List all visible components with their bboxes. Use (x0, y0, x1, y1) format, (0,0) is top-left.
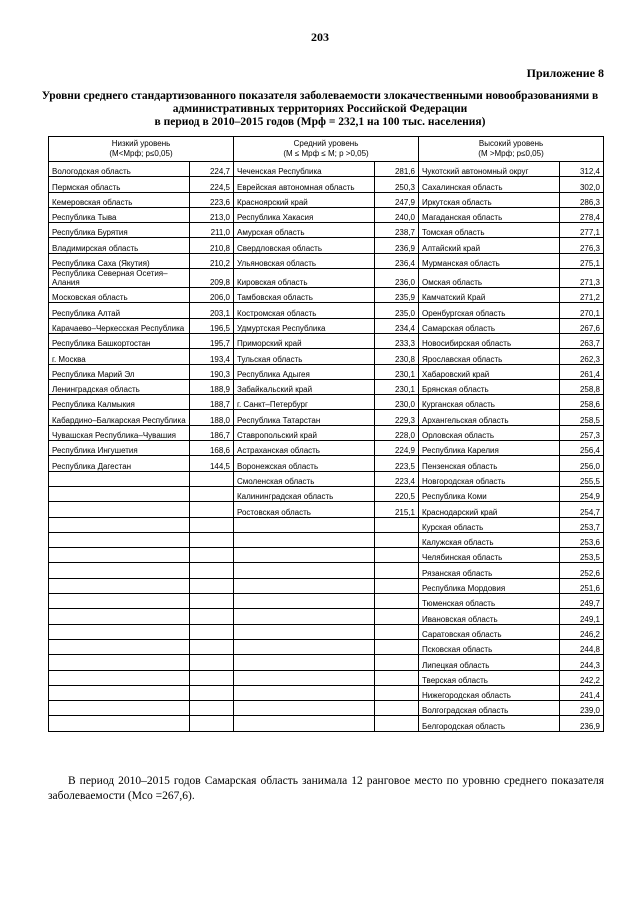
region-value-mid (375, 685, 419, 700)
region-value-mid: 250,3 (375, 177, 419, 192)
region-value-low: 206,0 (190, 288, 234, 303)
region-value-low: 211,0 (190, 223, 234, 238)
region-value-mid (375, 578, 419, 593)
region-value-low (190, 517, 234, 532)
table-row (49, 379, 604, 394)
table-row (49, 655, 604, 670)
region-value-low (190, 624, 234, 639)
region-name-high: Ярославская область (419, 349, 560, 364)
region-value-high: 244,8 (560, 639, 604, 654)
region-value-low: 195,7 (190, 333, 234, 348)
region-value-high: 249,1 (560, 609, 604, 624)
region-name-high: Чукотский автономный округ (419, 162, 560, 177)
region-name-high: Орловская область (419, 425, 560, 440)
appendix-label: Приложение 8 (526, 66, 604, 80)
table-row (49, 441, 604, 456)
region-value-low (190, 532, 234, 547)
header-low-level: Низкий уровень (М<Мрф; p≤0,05) (49, 137, 234, 162)
region-value-high: 244,3 (560, 655, 604, 670)
region-name-low (49, 471, 190, 486)
region-name-mid (234, 639, 375, 654)
region-value-low: 210,2 (190, 253, 234, 268)
region-name-low: Республика Башкортостан (49, 333, 190, 348)
region-value-high: 242,2 (560, 670, 604, 685)
header-mid-level: Средний уровень (М ≤ Мрф ≤ М; p >0,05) (234, 137, 419, 162)
region-name-mid: Костромская область (234, 303, 375, 318)
region-value-high: 276,3 (560, 238, 604, 253)
region-name-high: Ивановская область (419, 609, 560, 624)
region-value-mid (375, 716, 419, 731)
region-name-low: г. Москва (49, 349, 190, 364)
region-value-high: 263,7 (560, 333, 604, 348)
region-name-mid: Забайкальский край (234, 379, 375, 394)
table-row (49, 253, 604, 268)
table-row (49, 410, 604, 425)
region-value-low: 186,7 (190, 425, 234, 440)
region-value-mid: 233,3 (375, 333, 419, 348)
table-row (49, 685, 604, 700)
region-value-mid (375, 532, 419, 547)
region-value-low: 224,5 (190, 177, 234, 192)
region-name-low: Карачаево–Черкесская Республика (49, 318, 190, 333)
table-row (49, 639, 604, 654)
region-value-mid: 215,1 (375, 502, 419, 517)
region-value-mid (375, 624, 419, 639)
region-name-high: Новосибирская область (419, 333, 560, 348)
region-value-high: 239,0 (560, 701, 604, 716)
region-name-low (49, 670, 190, 685)
region-value-mid: 236,4 (375, 253, 419, 268)
region-value-high: 312,4 (560, 162, 604, 177)
region-name-mid: Ульяновская область (234, 253, 375, 268)
region-value-mid: 234,4 (375, 318, 419, 333)
region-name-mid: Кировская область (234, 269, 375, 288)
region-value-low (190, 670, 234, 685)
table-row (49, 594, 604, 609)
region-name-high: Архангельская область (419, 410, 560, 425)
table-title (40, 90, 600, 129)
region-value-low: 223,6 (190, 192, 234, 207)
region-name-low (49, 517, 190, 532)
region-name-high: Белгородская область (419, 716, 560, 731)
region-name-mid (234, 685, 375, 700)
table-row (49, 303, 604, 318)
region-name-low: Кемеровская область (49, 192, 190, 207)
region-value-low: 210,8 (190, 238, 234, 253)
region-value-low (190, 548, 234, 563)
region-name-mid: Ставропольский край (234, 425, 375, 440)
region-name-low (49, 639, 190, 654)
table-row (49, 471, 604, 486)
region-name-low: Московская область (49, 288, 190, 303)
region-value-low (190, 578, 234, 593)
title-line-1: Уровни среднего стандартизованного показателя заболеваемости злокачественными новообразованиями в (41, 90, 599, 102)
region-value-low (190, 701, 234, 716)
table-row (49, 624, 604, 639)
table-row (49, 223, 604, 238)
header-high-level: Высокий уровень (М >Мрф; p≤0,05) (419, 137, 604, 162)
region-value-high: 251,6 (560, 578, 604, 593)
region-name-high: Магаданская область (419, 207, 560, 222)
table-row (49, 701, 604, 716)
region-name-mid: Амурская область (234, 223, 375, 238)
table-row (49, 563, 604, 578)
region-value-high: 302,0 (560, 177, 604, 192)
region-name-low: Ленинградская область (49, 379, 190, 394)
region-name-low: Вологодская область (49, 162, 190, 177)
region-name-high: Краснодарский край (419, 502, 560, 517)
region-name-mid (234, 655, 375, 670)
region-name-high: Сахалинская область (419, 177, 560, 192)
region-value-high: 241,4 (560, 685, 604, 700)
region-name-mid (234, 670, 375, 685)
region-name-mid (234, 609, 375, 624)
region-name-mid: Калининградская область (234, 486, 375, 501)
region-value-high: 258,8 (560, 379, 604, 394)
region-value-mid (375, 594, 419, 609)
region-value-mid: 230,1 (375, 364, 419, 379)
region-name-mid (234, 563, 375, 578)
region-name-low: Республика Марий Эл (49, 364, 190, 379)
table-row (49, 269, 604, 288)
region-value-mid (375, 609, 419, 624)
region-value-mid: 235,9 (375, 288, 419, 303)
region-value-mid: 223,5 (375, 456, 419, 471)
region-value-low: 196,5 (190, 318, 234, 333)
region-value-high: 270,1 (560, 303, 604, 318)
region-name-mid (234, 517, 375, 532)
region-value-low: 188,9 (190, 379, 234, 394)
region-value-mid: 230,1 (375, 379, 419, 394)
region-name-mid (234, 716, 375, 731)
region-value-mid: 229,3 (375, 410, 419, 425)
table-row (49, 456, 604, 471)
region-value-high: 252,6 (560, 563, 604, 578)
footer-paragraph: В период 2010–2015 годов Самарская область занимала 12 ранговое место по уровню среднего показателя заболеваемости (Мсо =267,6). (48, 775, 604, 802)
region-value-high: 253,5 (560, 548, 604, 563)
region-name-high: Оренбургская область (419, 303, 560, 318)
region-name-high: Хабаровский край (419, 364, 560, 379)
region-name-mid: Тамбовская область (234, 288, 375, 303)
region-name-low: Республика Северная Осетия–Алания (49, 269, 190, 288)
region-name-mid: Воронежская область (234, 456, 375, 471)
region-name-low: Владимирская область (49, 238, 190, 253)
region-name-high: Нижегородская область (419, 685, 560, 700)
region-name-low (49, 594, 190, 609)
region-name-mid: Тульская область (234, 349, 375, 364)
region-name-high: Псковская область (419, 639, 560, 654)
region-value-low: 209,8 (190, 269, 234, 288)
region-value-high: 258,5 (560, 410, 604, 425)
region-value-low: 144,5 (190, 456, 234, 471)
region-value-mid (375, 639, 419, 654)
region-name-low (49, 578, 190, 593)
region-value-high: 257,3 (560, 425, 604, 440)
region-name-high: Тюменская область (419, 594, 560, 609)
region-value-low (190, 685, 234, 700)
table-row (49, 486, 604, 501)
region-name-low: Пермская область (49, 177, 190, 192)
region-name-low: Республика Алтай (49, 303, 190, 318)
region-value-high: 254,7 (560, 502, 604, 517)
region-name-mid: Республика Татарстан (234, 410, 375, 425)
region-value-mid: 235,0 (375, 303, 419, 318)
region-name-mid: Удмуртская Республика (234, 318, 375, 333)
region-name-mid: Свердловская область (234, 238, 375, 253)
table-row (49, 532, 604, 547)
region-value-high: 262,3 (560, 349, 604, 364)
region-value-mid: 228,0 (375, 425, 419, 440)
region-value-high: 255,5 (560, 471, 604, 486)
region-value-low: 168,6 (190, 441, 234, 456)
region-value-low: 188,0 (190, 410, 234, 425)
region-name-mid: Еврейская автономная область (234, 177, 375, 192)
region-value-mid: 281,6 (375, 162, 419, 177)
page-number: 203 (311, 30, 329, 44)
region-value-high: 286,3 (560, 192, 604, 207)
region-name-low: Кабардино–Балкарская Республика (49, 410, 190, 425)
table-row (49, 716, 604, 731)
region-name-high: Саратовская область (419, 624, 560, 639)
region-name-high: Новгородская область (419, 471, 560, 486)
region-name-high: Пензенская область (419, 456, 560, 471)
region-name-mid: Красноярский край (234, 192, 375, 207)
region-name-low (49, 502, 190, 517)
region-name-low: Республика Ингушетия (49, 441, 190, 456)
region-value-high: 271,3 (560, 269, 604, 288)
region-value-low (190, 486, 234, 501)
table-row (49, 288, 604, 303)
region-name-mid: г. Санкт–Петербург (234, 395, 375, 410)
region-value-low: 203,1 (190, 303, 234, 318)
region-name-high: Мурманская область (419, 253, 560, 268)
region-name-low (49, 624, 190, 639)
region-name-low: Чувашская Республика–Чувашия (49, 425, 190, 440)
table-row (49, 349, 604, 364)
region-name-low (49, 716, 190, 731)
region-name-high: Челябинская область (419, 548, 560, 563)
region-value-mid (375, 670, 419, 685)
table-row (49, 333, 604, 348)
region-name-low (49, 486, 190, 501)
table-row (49, 192, 604, 207)
region-name-mid: Астраханская область (234, 441, 375, 456)
region-name-mid: Смоленская область (234, 471, 375, 486)
region-name-high: Томская область (419, 223, 560, 238)
region-value-low (190, 639, 234, 654)
table-row (49, 177, 604, 192)
region-name-low: Республика Калмыкия (49, 395, 190, 410)
region-name-high: Курская область (419, 517, 560, 532)
region-name-high: Алтайский край (419, 238, 560, 253)
region-name-low (49, 701, 190, 716)
region-value-high: 267,6 (560, 318, 604, 333)
region-name-mid: Приморский край (234, 333, 375, 348)
region-value-high: 277,1 (560, 223, 604, 238)
region-name-mid (234, 548, 375, 563)
region-name-low: Республика Тыва (49, 207, 190, 222)
region-name-low (49, 532, 190, 547)
region-value-high: 249,7 (560, 594, 604, 609)
title-line-2: административных территориях Российской Федерации (172, 103, 468, 115)
region-name-mid: Ростовская область (234, 502, 375, 517)
region-name-high: Рязанская область (419, 563, 560, 578)
region-value-high: 246,2 (560, 624, 604, 639)
region-name-high: Республика Карелия (419, 441, 560, 456)
region-name-mid: Республика Хакасия (234, 207, 375, 222)
region-value-low (190, 609, 234, 624)
region-name-low: Республика Бурятия (49, 223, 190, 238)
region-value-mid: 223,4 (375, 471, 419, 486)
region-name-high: Самарская область (419, 318, 560, 333)
region-value-mid: 238,7 (375, 223, 419, 238)
region-value-high: 253,7 (560, 517, 604, 532)
region-value-high: 256,0 (560, 456, 604, 471)
region-name-high: Омская область (419, 269, 560, 288)
region-name-mid (234, 594, 375, 609)
table-row (49, 395, 604, 410)
region-value-mid: 236,0 (375, 269, 419, 288)
region-name-low (49, 685, 190, 700)
title-line-3: в период в 2010–2015 годов (Мрф = 232,1 на 100 тыс. населения) (154, 116, 486, 128)
region-value-high: 258,6 (560, 395, 604, 410)
region-name-high: Волгоградская область (419, 701, 560, 716)
region-value-mid (375, 655, 419, 670)
table-row (49, 609, 604, 624)
region-value-mid (375, 701, 419, 716)
region-value-high: 254,9 (560, 486, 604, 501)
region-name-low: Республика Дагестан (49, 456, 190, 471)
table-row (49, 578, 604, 593)
region-value-low: 224,7 (190, 162, 234, 177)
region-name-high: Курганская область (419, 395, 560, 410)
region-value-high: 236,9 (560, 716, 604, 731)
region-name-mid: Чеченская Республика (234, 162, 375, 177)
region-value-low (190, 655, 234, 670)
region-value-low: 190,3 (190, 364, 234, 379)
region-value-mid: 224,9 (375, 441, 419, 456)
region-value-low (190, 471, 234, 486)
region-name-mid: Республика Адыгея (234, 364, 375, 379)
region-value-mid (375, 517, 419, 532)
region-value-mid: 247,9 (375, 192, 419, 207)
region-name-mid (234, 578, 375, 593)
region-value-mid: 240,0 (375, 207, 419, 222)
region-name-low (49, 563, 190, 578)
region-value-low (190, 502, 234, 517)
table-row (49, 670, 604, 685)
region-value-high: 278,4 (560, 207, 604, 222)
region-name-low: Республика Саха (Якутия) (49, 253, 190, 268)
region-value-mid: 220,5 (375, 486, 419, 501)
region-value-mid (375, 548, 419, 563)
region-value-high: 275,1 (560, 253, 604, 268)
region-name-mid (234, 532, 375, 547)
table-row (49, 207, 604, 222)
region-name-high: Калужская область (419, 532, 560, 547)
region-name-mid (234, 701, 375, 716)
region-value-mid: 236,9 (375, 238, 419, 253)
table-row (49, 162, 604, 177)
region-name-low (49, 655, 190, 670)
region-name-low (49, 548, 190, 563)
table-row (49, 502, 604, 517)
region-name-mid (234, 624, 375, 639)
region-value-low: 188,7 (190, 395, 234, 410)
region-value-low (190, 716, 234, 731)
region-value-low: 193,4 (190, 349, 234, 364)
region-value-high: 253,6 (560, 532, 604, 547)
region-name-high: Республика Мордовия (419, 578, 560, 593)
table-body (49, 162, 604, 732)
region-value-mid: 230,8 (375, 349, 419, 364)
table-row (49, 238, 604, 253)
region-name-high: Республика Коми (419, 486, 560, 501)
region-value-low (190, 563, 234, 578)
table-row (49, 425, 604, 440)
region-name-low (49, 609, 190, 624)
incidence-table (48, 136, 604, 732)
table-row (49, 364, 604, 379)
region-value-mid: 230,0 (375, 395, 419, 410)
region-name-high: Брянская область (419, 379, 560, 394)
table-row (49, 548, 604, 563)
region-value-high: 271,2 (560, 288, 604, 303)
table-row (49, 517, 604, 532)
region-name-high: Камчатский Край (419, 288, 560, 303)
region-name-high: Тверская область (419, 670, 560, 685)
table-row (49, 318, 604, 333)
region-name-high: Иркутская область (419, 192, 560, 207)
region-value-mid (375, 563, 419, 578)
region-value-low (190, 594, 234, 609)
table-header-row (49, 137, 604, 162)
region-value-high: 256,4 (560, 441, 604, 456)
region-value-high: 261,4 (560, 364, 604, 379)
region-value-low: 213,0 (190, 207, 234, 222)
region-name-high: Липецкая область (419, 655, 560, 670)
